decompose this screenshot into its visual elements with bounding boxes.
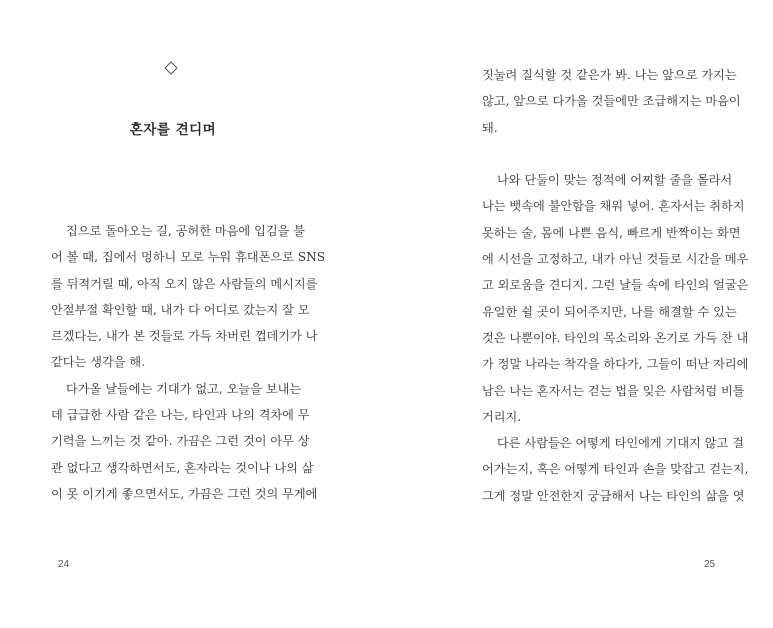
left-page [0, 0, 386, 628]
text-line: 남은 나는 혼자서는 걷는 법을 잊은 사람처럼 비틀 [482, 383, 745, 398]
page-number: 24 [58, 559, 70, 570]
text-line: 집으로 돌아오는 길, 공허한 마음에 입김을 불 [66, 224, 306, 238]
text-line: 데 급급한 사람 같은 나는, 타인과 나의 격차에 무 [51, 408, 310, 423]
text-line: 유일한 쉴 곳이 되어주지만, 나를 해결할 수 있는 [482, 304, 737, 319]
text-line: 다른 사람들은 어떻게 타인에게 기대지 않고 걸 [497, 436, 744, 451]
paragraph-gap [482, 141, 732, 167]
text-line: 안절부절 확인할 때, 내가 다 어디로 갔는지 잘 모 [51, 302, 310, 317]
text-line: 것은 나뿐이야. 타인의 목소리와 온기로 가득 찬 내 [482, 330, 749, 345]
diamond-ornament-icon [164, 61, 178, 75]
chapter-title: 혼자를 견디며 [129, 122, 217, 138]
text-line: 거리지. [482, 409, 522, 424]
text-line: 기력을 느끼는 것 같아. 가끔은 그런 것이 아무 상 [51, 434, 310, 449]
text-line: 고 외로움을 견디지. 그런 날들 속에 타인의 얼굴은 [482, 278, 749, 293]
text-line: 나와 단둘이 맞는 정적에 어찌할 줄을 몰라서 [497, 173, 733, 188]
text-line: 않고, 앞으로 다가올 것들에만 조급해지는 마음이 [482, 94, 741, 109]
text-line: 다가올 날들에는 기대가 없고, 오늘을 보내는 [66, 381, 302, 396]
text-line: 어 볼 때, 집에서 멍하니 모로 누워 휴대폰으로 SNS [51, 250, 326, 265]
right-body-text [482, 62, 749, 509]
text-line: 르겠다는, 내가 본 것들로 가득 차버린 껍데기가 나 [51, 329, 318, 344]
page-number: 25 [704, 559, 716, 570]
text-line: 이 못 이기게 좋으면서도, 가끔은 그런 것의 무게에 [51, 486, 318, 501]
text-line: 어가는지, 혹은 어떻게 타인과 손을 맞잡고 걷는지, [482, 462, 749, 477]
text-line: 그게 정말 안전한지 궁금해서 나는 타인의 삶을 엿 [482, 488, 745, 503]
text-line: 가 정말 나라는 착각을 하다가, 그들이 떠난 자리에 [482, 357, 749, 372]
left-body-text [51, 218, 326, 507]
right-page [387, 0, 773, 628]
text-line: 에 시선을 고정하고, 내가 아닌 것들로 시간을 메우 [482, 252, 749, 267]
text-line: 나는 뱃속에 불안함을 채워 넣어. 혼자서는 취하지 [482, 199, 745, 214]
text-line: 관 없다고 생각하면서도, 혼자라는 것이나 나의 삶 [51, 460, 314, 475]
text-line: 못하는 술, 몸에 나쁜 음식, 빠르게 반짝이는 화면 [482, 225, 741, 240]
text-line: 짓눌려 질식할 것 같은가 봐. 나는 앞으로 가지는 [482, 68, 737, 82]
text-line: 돼. [482, 120, 498, 135]
text-line: 같다는 생각을 해. [51, 355, 146, 370]
text-line: 를 뒤적거릴 때, 아직 오지 않은 사람들의 메시지를 [51, 276, 318, 291]
